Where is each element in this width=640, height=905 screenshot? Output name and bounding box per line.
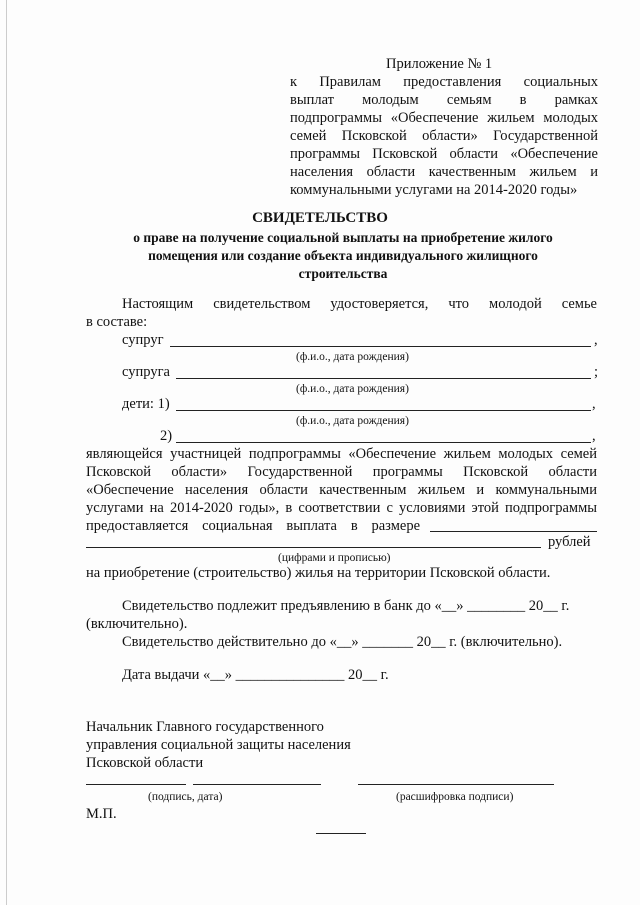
spouse-wife-label: супруга (122, 364, 170, 380)
bank-deadline-text: Свидетельство подлежит предъявлению в банк до «__» ________ 20__ г. (122, 598, 570, 614)
signature-field[interactable] (86, 784, 186, 785)
intro-text: в составе: (86, 314, 148, 330)
appendix-line: семей Псковской области» Государственной (290, 128, 598, 144)
signatory-position: Начальник Главного государственного (86, 719, 324, 735)
child-1-field[interactable] (176, 410, 591, 411)
signature-decoding-field[interactable] (358, 784, 554, 785)
field-punct: , (594, 332, 598, 348)
validity-text: Свидетельство действительно до «__» _______ 20__ г. (включительно). (122, 634, 563, 650)
field-punct: ; (594, 364, 599, 380)
appendix-line: коммунальными услугами на 2014-2020 годы» (290, 182, 578, 198)
child-2-field[interactable] (176, 442, 591, 443)
appendix-line: выплат молодым семьям в рамках (290, 92, 598, 108)
amount-field[interactable] (430, 531, 597, 532)
stamp-place-label: М.П. (86, 806, 117, 822)
amount-caption: (цифрами и прописью) (278, 552, 391, 564)
body-text: услугами на 2014-2020 годы», в соответствии с условиями этой подпрограммы (86, 500, 597, 516)
body-text: «Обеспечение населения области качественным жильем и коммунальными (86, 482, 597, 498)
spouse-wife-field[interactable] (176, 378, 591, 379)
appendix-line: подпрограммы «Обеспечение жильем молодых (290, 110, 598, 126)
appendix-line: населения области качественным жильем и (290, 164, 598, 180)
signatory-position: Псковской области (86, 755, 204, 771)
closing-rule (316, 833, 366, 834)
appendix-title: Приложение № 1 (386, 56, 493, 72)
amount-words-field[interactable] (86, 547, 541, 548)
bank-deadline-text: (включительно). (86, 616, 188, 632)
intro-text: Настоящим свидетельством удостоверяется, что молодой семье (122, 296, 597, 312)
rubles-label: рублей (548, 534, 591, 550)
signatory-position: управления социальной защиты населения (86, 737, 351, 753)
name-caption: (ф.и.о., дата рождения) (296, 351, 409, 363)
field-punct: , (592, 428, 596, 444)
appendix-line: программы Псковской области «Обеспечение (290, 146, 598, 162)
issue-date-text: Дата выдачи «__» _______________ 20__ г. (122, 667, 389, 683)
field-punct: , (592, 396, 596, 412)
certificate-subtitle: помещения или создание объекта индивидуального жилищного (148, 248, 538, 263)
spouse-husband-label: супруг (122, 332, 164, 348)
body-text: предоставляется социальная выплата в размере (86, 518, 420, 534)
children-label: дети: 1) (122, 396, 170, 412)
certificate-subtitle: строительства (298, 266, 388, 281)
signature-date-field[interactable] (193, 784, 321, 785)
purpose-text: на приобретение (строительство) жилья на территории Псковской области. (86, 565, 551, 581)
appendix-line: к Правилам предоставления социальных (290, 74, 598, 90)
body-text: Псковской области» Государственной программы Псковской области (86, 464, 597, 480)
body-text: являющейся участницей подпрограммы «Обеспечение жильем молодых семей (86, 446, 597, 462)
child-2-label: 2) (160, 428, 173, 444)
name-caption: (ф.и.о., дата рождения) (296, 383, 409, 395)
signature-caption: (подпись, дата) (148, 791, 223, 803)
scan-edge (6, 0, 7, 905)
spouse-husband-field[interactable] (170, 346, 591, 347)
decoding-caption: (расшифровка подписи) (396, 791, 514, 803)
certificate-subtitle: о праве на получение социальной выплаты на приобретение жилого (133, 230, 553, 245)
name-caption: (ф.и.о., дата рождения) (296, 415, 409, 427)
certificate-title: СВИДЕТЕЛЬСТВО (252, 210, 388, 226)
